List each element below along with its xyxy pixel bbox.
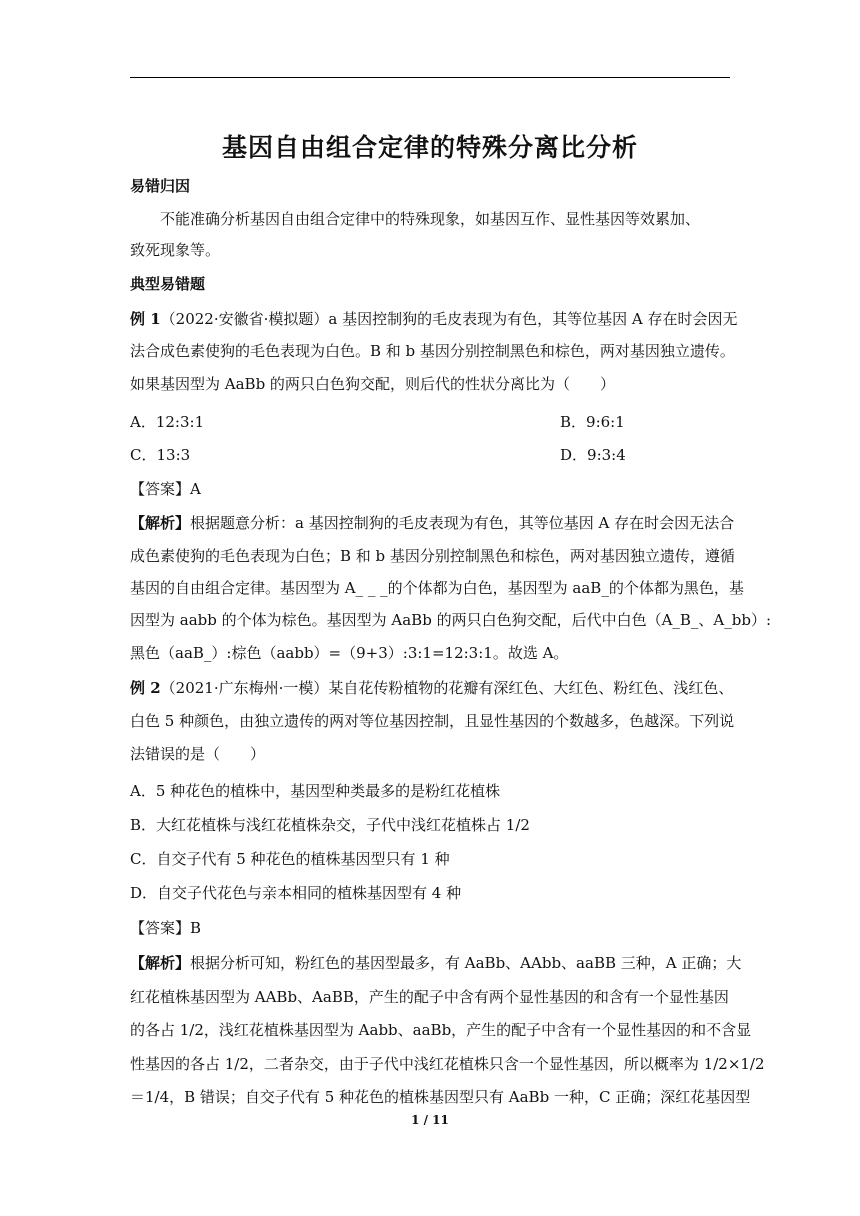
q2-answer: 【答案】B [130,919,202,937]
q1-options-row [130,412,730,432]
q2-stem-line: 法错误的是（ ） [130,745,266,763]
q1-analysis-line: 成色素使狗的毛色表现为白色；B 和 b 基因分别控制黑色和棕色，两对基因独立遗传，遵循 [130,547,735,565]
section-heading-typical: 典型易错题 [130,275,206,293]
q2-analysis-line: 性基因的各占 1/2，二者杂交，由于子代中浅红花植株只含一个显性基因，所以概率为 1/2×1/2 [130,1055,765,1073]
q2-option-b: B．大红花植株与浅红花植株杂交，子代中浅红花植株占 1/2 [130,816,530,834]
q1-analysis-line: 黑色（aaB_）:棕色（aabb）=（9+3）:3:1=12:3:1。故选 A。 [130,644,569,662]
section-heading-cause: 易错归因 [130,177,191,195]
q2-stem-line: 白色 5 种颜色，由独立遗传的两对等位基因控制，且显性基因的个数越多，色越深。下列说 [130,712,735,730]
q1-option-a: A．12:3:1 [130,413,205,431]
q2-option-d: D．自交子代花色与亲本相同的植株基因型有 4 种 [130,884,462,902]
q1-stem-line: 法合成色素使狗的毛色表现为白色。B 和 b 基因分别控制黑色和棕色，两对基因独立遗传。 [130,342,735,360]
q1-analysis-line: 因型为 aabb 的个体为棕色。基因型为 AaBb 的两只白色狗交配，后代中白色（A_B_、A_bb）: [130,611,772,629]
q1-options-row [130,445,730,465]
cause-text-line: 致死现象等。 [130,241,221,259]
q1-label: 例 1 [130,310,161,328]
q1-analysis-line: 【解析】根据题意分析：a 基因控制狗的毛皮表现为有色，其等位基因 A 存在时会因无法合 [130,514,735,532]
page-number: 1 / 11 [411,1113,449,1127]
q2-analysis-line: 的各占 1/2，浅红花植株基因型为 Aabb、aaBb，产生的配子中含有一个显性基因的和不含显 [130,1021,752,1039]
document-title: 基因自由组合定律的特殊分离比分析 [221,133,638,162]
q2-analysis-line: 【解析】根据分析可知，粉红色的基因型最多，有 AaBb、AAbb、aaBB 三种，A 正确；大 [130,954,742,972]
q1-analysis-line: 基因的自由组合定律。基因型为 A_ _ _的个体都为白色，基因型为 aaB_的个体都为黑色，基 [130,579,744,597]
cause-text-line: 不能准确分析基因自由组合定律中的特殊现象，如基因互作、显性基因等效累加、 [160,210,701,228]
q1-answer: 【答案】A [130,480,201,498]
q1-option-b: B．9:6:1 [560,413,625,431]
q2-analysis-line: ＝1/4，B 错误；自交子代有 5 种花色的植株基因型只有 AaBb 一种，C 正确；深红花基因型 [130,1088,751,1106]
q1-option-d: D．9:3:4 [560,446,626,464]
q1-option-c: C．13:3 [130,446,191,464]
q1-stem-line: 例 1（2022·安徽省·模拟题）a 基因控制狗的毛皮表现为有色，其等位基因 A 存在时会因无 [130,310,738,328]
q2-option-a: A．5 种花色的植株中，基因型种类最多的是粉红花植株 [130,782,501,800]
header-rule [130,77,730,78]
q2-analysis-line: 红花植株基因型为 AABb、AaBB，产生的配子中含有两个显性基因的和含有一个显性基因 [130,988,729,1006]
q2-label: 例 2 [130,679,161,697]
q1-stem-line: 如果基因型为 AaBb 的两只白色狗交配，则后代的性状分离比为（ ） [130,375,615,393]
q2-stem-line: 例 2（2021·广东梅州·一模）某自花传粉植物的花瓣有深红色、大红色、粉红色、浅红色、 [130,679,734,697]
q2-option-c: C．自交子代有 5 种花色的植株基因型只有 1 种 [130,850,450,868]
